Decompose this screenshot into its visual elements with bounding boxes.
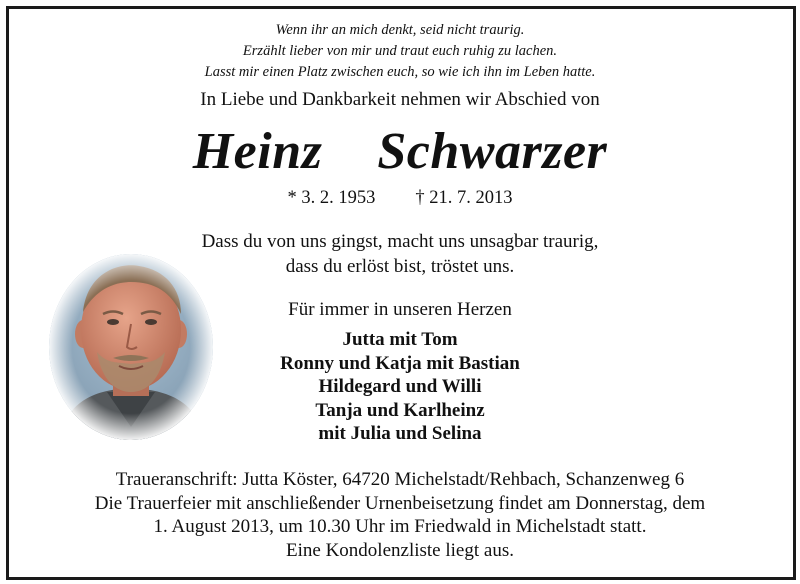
ceremony-line: Die Trauerfeier mit anschließender Urnenbeisetzung findet am Donnerstag, dem [94, 492, 706, 514]
mourner-line: Hildegard und Willi [318, 376, 482, 397]
mourner-line: Ronny und Katja mit Bastian [280, 352, 520, 374]
mourner-line: Jutta mit Tom [342, 329, 458, 350]
verse-line: dass du erlöst bist, tröstet uns. [285, 256, 515, 277]
life-dates [0, 188, 800, 209]
mourner-line: Tanja und Karlheinz [315, 399, 485, 421]
mourners-list [180, 328, 620, 446]
poem-line: Wenn ihr an mich denkt, seid nicht traurig. [275, 22, 525, 38]
intro-text: In Liebe und Dankbarkeit nehmen wir Abschied von [200, 89, 600, 110]
condolence-line: Eine Kondolenzliste liegt aus. [286, 539, 514, 561]
mourner-line: mit Julia und Selina [318, 423, 482, 444]
forever-text: Für immer in unseren Herzen [288, 299, 512, 320]
deceased-name: Heinz Schwarzer [192, 123, 608, 180]
death-date: † 21. 7. 2013 [415, 188, 513, 208]
ceremony-date-line: 1. August 2013, um 10.30 Uhr im Friedwald in Michelstadt statt. [153, 516, 647, 537]
poem [0, 20, 800, 83]
birth-date: * 3. 2. 1953 [287, 188, 376, 208]
verse-line: Dass du von uns gingst, macht uns unsagbar traurig, [201, 231, 599, 252]
poem-line: Erzählt lieber von mir und traut euch ruhig zu lachen. [242, 43, 558, 59]
funeral-details [0, 468, 800, 562]
address-line: Traueranschrift: Jutta Köster, 64720 Michelstadt/Rehbach, Schanzenweg 6 [115, 469, 685, 490]
poem-line: Lasst mir einen Platz zwischen euch, so wie ich ihn im Leben hatte. [204, 64, 596, 80]
